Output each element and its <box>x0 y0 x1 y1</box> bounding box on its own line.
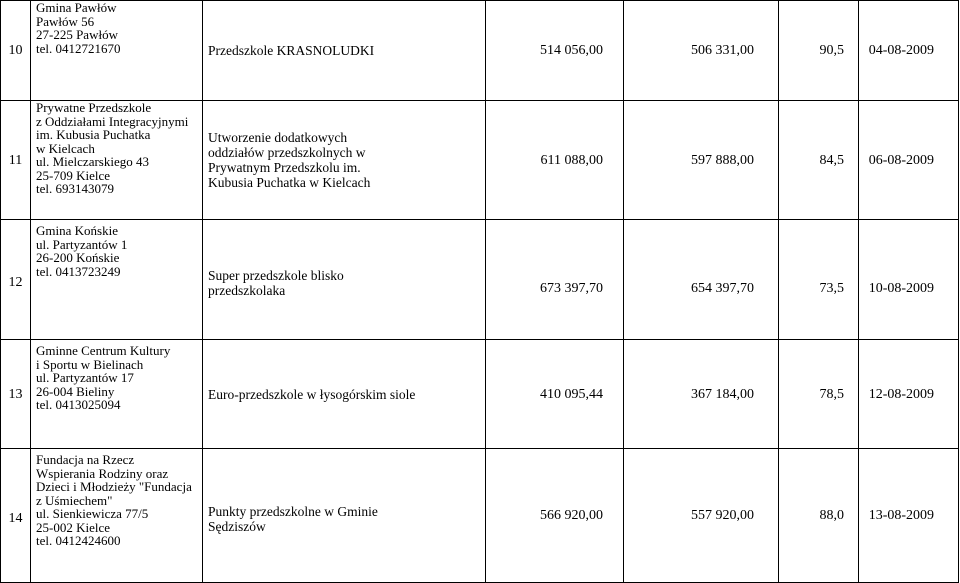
task-name-cell <box>203 101 486 220</box>
percent-cell: 78,5 <box>779 340 859 449</box>
task-name-cell: Przedszkole KRASNOLUDKI <box>203 1 486 101</box>
amount-requested-cell: 514 056,00 <box>486 1 624 101</box>
date-cell: 04-08-2009 <box>859 1 959 101</box>
date-cell: 10-08-2009 <box>859 220 959 340</box>
amount-granted-cell: 654 397,70 <box>624 220 779 340</box>
table-row <box>1 220 959 340</box>
task-name-cell: Euro-przedszkole w łysogórskim siole <box>203 340 486 449</box>
date-cell: 12-08-2009 <box>859 340 959 449</box>
row-number: 11 <box>1 101 31 220</box>
percent-cell: 90,5 <box>779 1 859 101</box>
applicant-cell: Fundacja na Rzecz Wspierania Rodziny oraz Dzieci i Młodzieży "Fundacja z Uśmiechem" ul. Sienkiewicza 77/5 25-002 Kielce tel. 0412424600 <box>31 449 203 583</box>
row-number: 13 <box>1 340 31 449</box>
task-name-text: Super przedszkole blisko przedszkolaka <box>208 267 344 298</box>
date-cell: 06-08-2009 <box>859 101 959 220</box>
table-row <box>1 101 959 220</box>
applicant-cell: Gmina Pawłów Pawłów 56 27-225 Pawłów tel. 0412721670 <box>31 1 203 101</box>
task-name-text: Punkty przedszkolne w Gminie Sędziszów <box>208 503 378 534</box>
amount-granted-cell: 367 184,00 <box>624 340 779 449</box>
applicant-cell: Prywatne Przedszkole z Oddziałami Integracyjnymi im. Kubusia Puchatka w Kielcach ul. Mielczarskiego 43 25-709 Kielce tel. 693143079 <box>31 101 203 220</box>
amount-granted-cell: 597 888,00 <box>624 101 779 220</box>
table-row <box>1 340 959 449</box>
task-name-cell <box>203 449 486 583</box>
row-number: 14 <box>1 449 31 583</box>
amount-requested-cell: 673 397,70 <box>486 220 624 340</box>
task-name-text: Utworzenie dodatkowych oddziałów przedszkolnych w Prywatnym Przedszkolu im. Kubusia Puchatka w Kielcach <box>208 130 371 190</box>
amount-granted-cell: 506 331,00 <box>624 1 779 101</box>
amount-requested-cell: 611 088,00 <box>486 101 624 220</box>
row-number: 12 <box>1 220 31 340</box>
percent-cell: 73,5 <box>779 220 859 340</box>
date-cell: 13-08-2009 <box>859 449 959 583</box>
amount-granted-cell: 557 920,00 <box>624 449 779 583</box>
table-row <box>1 449 959 583</box>
percent-cell: 84,5 <box>779 101 859 220</box>
amount-requested-cell: 410 095,44 <box>486 340 624 449</box>
amount-requested-cell: 566 920,00 <box>486 449 624 583</box>
applicant-cell: Gmina Końskie ul. Partyzantów 1 26-200 Końskie tel. 0413723249 <box>31 220 203 340</box>
row-number: 10 <box>1 1 31 101</box>
table-row <box>1 1 959 101</box>
applicant-cell: Gminne Centrum Kultury i Sportu w Bielinach ul. Partyzantów 17 26-004 Bieliny tel. 0413025094 <box>31 340 203 449</box>
percent-cell: 88,0 <box>779 449 859 583</box>
task-name-cell <box>203 220 486 340</box>
